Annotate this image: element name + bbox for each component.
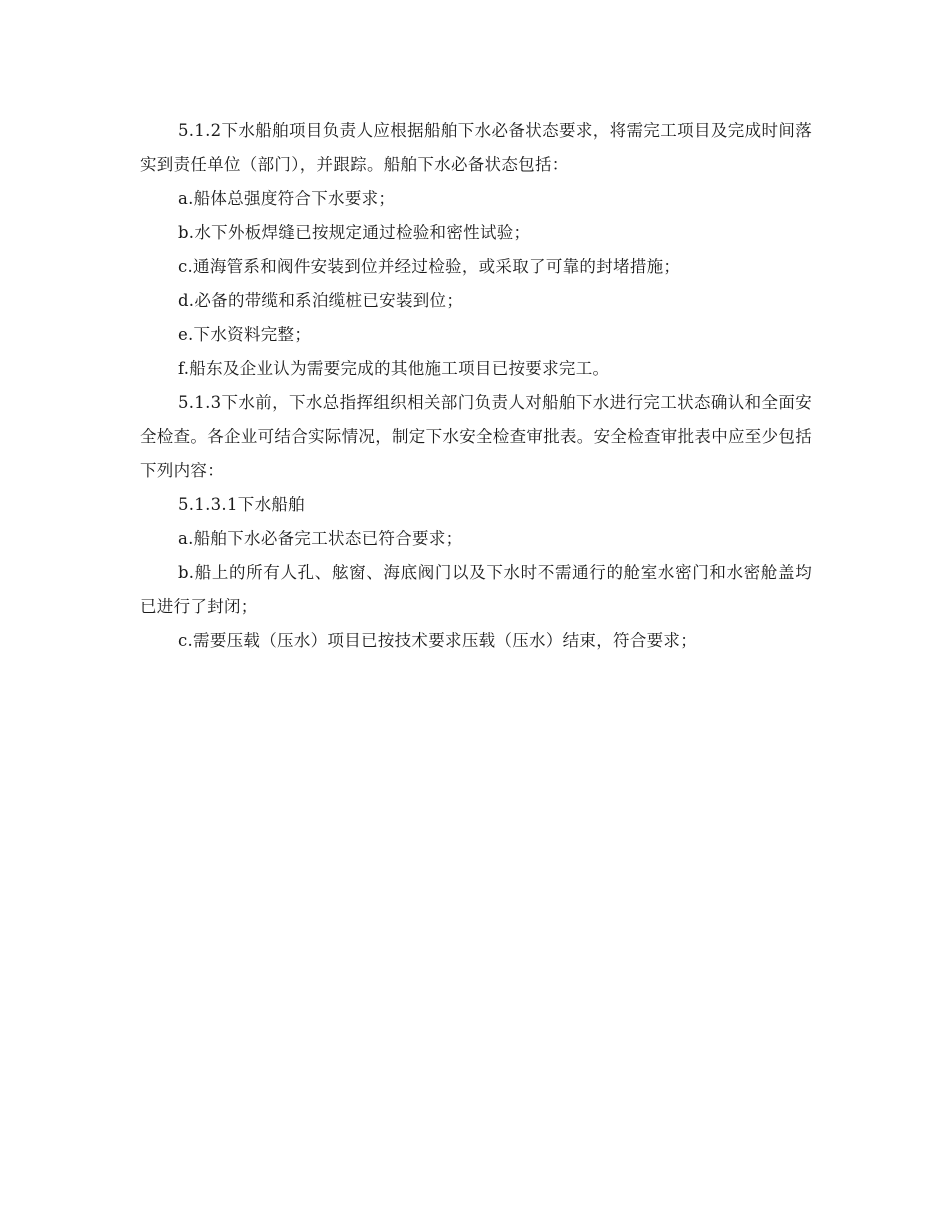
section-heading-5-1-3-1: 5.1.3.1下水船舶 xyxy=(177,495,305,514)
list-item-c-2: c.需要压载（压水）项目已按技术要求压载（压水）结束，符合要求； xyxy=(177,631,698,650)
list-item-a: a.船体总强度符合下水要求； xyxy=(177,189,396,208)
list-item-c: c.通海管系和阀件安装到位并经过检验，或采取了可靠的封堵措施； xyxy=(177,257,681,276)
paragraph-5-1-2: 5.1.2下水船舶项目负责人应根据船舶下水必备状态要求，将需完工项目及完成时间落实到责任单位（部门），并跟踪。船舶下水必备状态包括： xyxy=(140,121,812,174)
list-item-d: d.必备的带缆和系泊缆桩已安装到位； xyxy=(177,291,464,310)
list-item-b-2: b.船上的所有人孔、舷窗、海底阀门以及下水时不需通行的舱室水密门和水密舱盖均已进行了封闭； xyxy=(140,563,812,616)
list-item-f: f.船东及企业认为需要完成的其他施工项目已按要求完工。 xyxy=(177,359,610,378)
list-item-a-2: a.船舶下水必备完工状态已符合要求； xyxy=(177,529,463,548)
list-item-b: b.水下外板焊缝已按规定通过检验和密性试验； xyxy=(177,223,531,242)
list-item-e: e.下水资料完整； xyxy=(177,325,312,344)
document-body xyxy=(140,114,812,658)
paragraph-5-1-3: 5.1.3下水前，下水总指挥组织相关部门负责人对船舶下水进行完工状态确认和全面安全检查。各企业可结合实际情况，制定下水安全检查审批表。安全检查审批表中应至少包括下列内容： xyxy=(140,393,812,480)
